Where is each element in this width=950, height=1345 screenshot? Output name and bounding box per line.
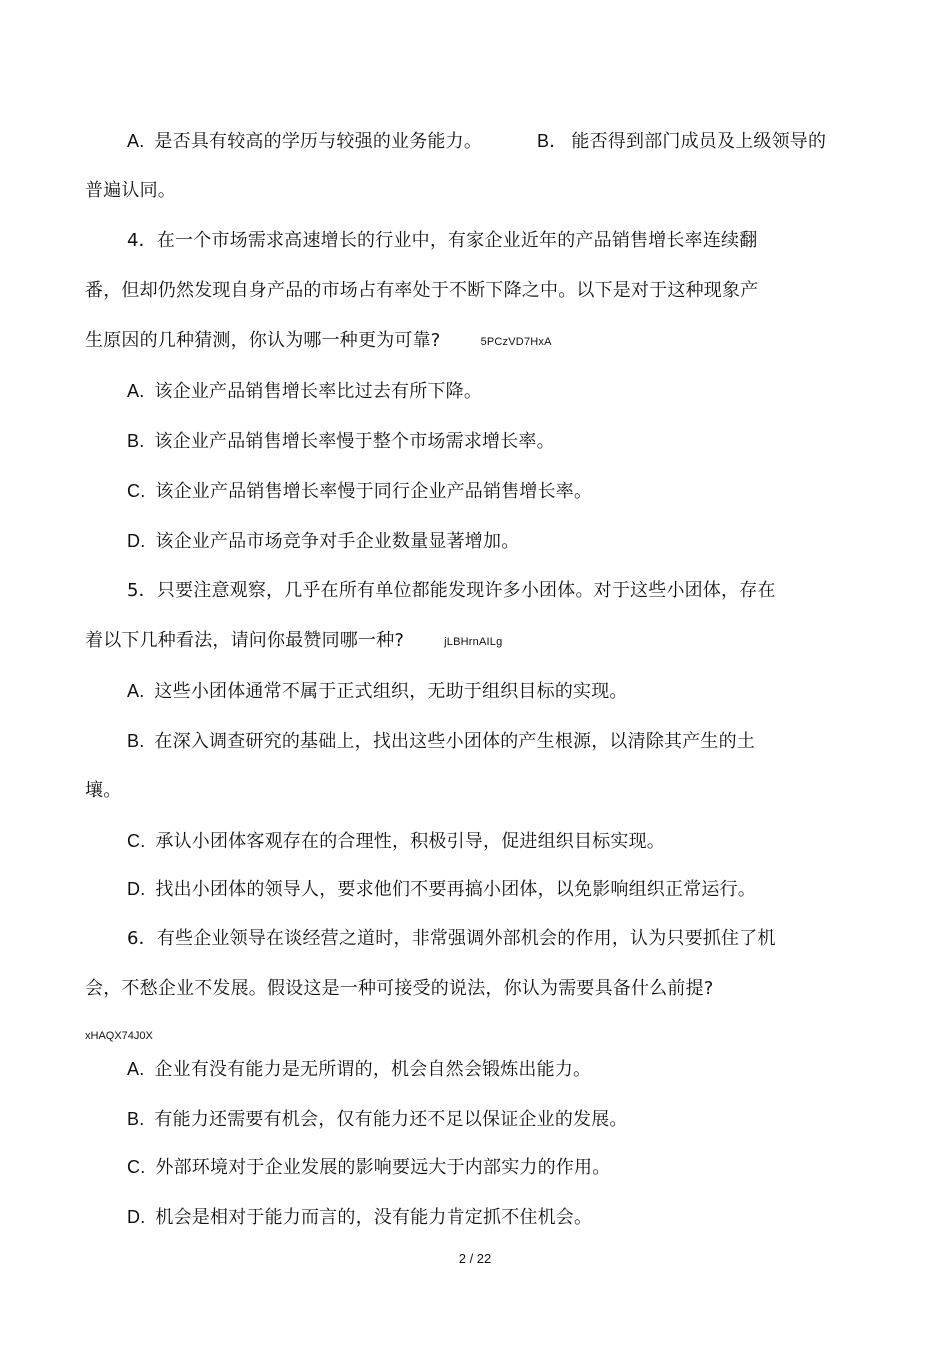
option-letter: D. bbox=[127, 531, 146, 551]
option-letter: B. bbox=[127, 731, 145, 751]
q4-stem-text: 生原因的几种猜测，你认为哪一种更为可靠? bbox=[85, 330, 441, 351]
option-text: 外部环境对于企业发展的影响要远大于内部实力的作用。 bbox=[155, 1157, 611, 1178]
q3-option-b bbox=[537, 128, 826, 155]
q6-stem-line1: 6．有些企业领导在谈经营之道时，非常强调外部机会的作用，认为只要抓住了机 bbox=[127, 928, 776, 949]
q4-stem-line2: 番，但却仍然发现自身产品的市场占有率处于不断下降之中。以下是对于这种现象产 bbox=[85, 280, 759, 301]
option-letter: D. bbox=[127, 1207, 146, 1227]
option-text: 能否得到部门成员及上级领导的 bbox=[571, 131, 827, 152]
option-letter: C. bbox=[127, 1157, 146, 1177]
q5-stem-line1: 5．只要注意观察，几乎在所有单位都能发现许多小团体。对于这些小团体，存在 bbox=[127, 580, 776, 601]
q5-option-c bbox=[127, 828, 665, 855]
option-letter: B． bbox=[537, 131, 568, 151]
q3-option-b-continuation: 普遍认同。 bbox=[85, 180, 176, 201]
option-letter: D. bbox=[127, 879, 146, 899]
option-letter: B. bbox=[127, 431, 145, 451]
q6-option-b bbox=[127, 1106, 628, 1133]
q4-option-b bbox=[127, 428, 555, 455]
option-text: 该企业产品销售增长率慢于同行企业产品销售增长率。 bbox=[155, 481, 593, 502]
q4-option-c bbox=[127, 478, 592, 505]
option-letter: C. bbox=[127, 831, 146, 851]
q4-stem-line1: 4．在一个市场需求高速增长的行业中，有家企业近年的产品销售增长率连续翻 bbox=[127, 230, 758, 251]
q4-stem-line3 bbox=[85, 328, 552, 355]
option-text: 承认小团体客观存在的合理性，积极引导，促进组织目标实现。 bbox=[155, 831, 666, 852]
q6-option-d bbox=[127, 1204, 592, 1231]
page-number: 2 / 22 bbox=[458, 1251, 492, 1266]
q3-option-a bbox=[127, 128, 482, 155]
q5-option-a bbox=[127, 678, 628, 705]
option-text: 企业有没有能力是无所谓的，机会自然会锻炼出能力。 bbox=[154, 1059, 592, 1080]
q5-option-b-continuation: 壤。 bbox=[85, 780, 122, 801]
q4-option-a bbox=[127, 378, 482, 405]
option-text: 该企业产品销售增长率慢于整个市场需求增长率。 bbox=[154, 431, 555, 452]
option-text: 机会是相对于能力而言的，没有能力肯定抓不住机会。 bbox=[155, 1207, 593, 1228]
q6-stem-line2: 会，不愁企业不发展。假设这是一种可接受的说法，你认为需要具备什么前提? bbox=[85, 978, 714, 999]
q5-option-d bbox=[127, 876, 756, 903]
option-text: 是否具有较高的学历与较强的业务能力。 bbox=[154, 131, 483, 152]
q4-watermark-code: 5PCzVD7HxA bbox=[480, 336, 552, 348]
option-text: 找出小团体的领导人，要求他们不要再搞小团体，以免影响组织正常运行。 bbox=[155, 879, 757, 900]
option-text: 这些小团体通常不属于正式组织，无助于组织目标的实现。 bbox=[154, 681, 628, 702]
option-letter: A. bbox=[127, 131, 145, 151]
option-text: 在深入调查研究的基础上，找出这些小团体的产生根源，以清除其产生的土 bbox=[154, 731, 756, 752]
q5-stem-text: 着以下几种看法，请问你最赞同哪一种? bbox=[85, 630, 405, 651]
q5-option-b bbox=[127, 728, 755, 755]
q6-option-c bbox=[127, 1154, 610, 1181]
option-letter: B. bbox=[127, 1109, 145, 1129]
option-text: 该企业产品市场竞争对手企业数量显著增加。 bbox=[155, 531, 520, 552]
option-text: 有能力还需要有机会，仅有能力还不足以保证企业的发展。 bbox=[154, 1109, 628, 1130]
option-letter: A. bbox=[127, 1059, 145, 1079]
q5-watermark-code: jLBHrnAILg bbox=[444, 636, 503, 648]
option-letter: A. bbox=[127, 381, 145, 401]
option-letter: C. bbox=[127, 481, 146, 501]
q4-option-d bbox=[127, 528, 519, 555]
q5-stem-line2 bbox=[85, 628, 502, 655]
q6-option-a bbox=[127, 1056, 591, 1083]
option-letter: A. bbox=[127, 681, 145, 701]
option-text: 该企业产品销售增长率比过去有所下降。 bbox=[154, 381, 483, 402]
q6-watermark-code: xHAQX74J0X bbox=[85, 1030, 153, 1042]
